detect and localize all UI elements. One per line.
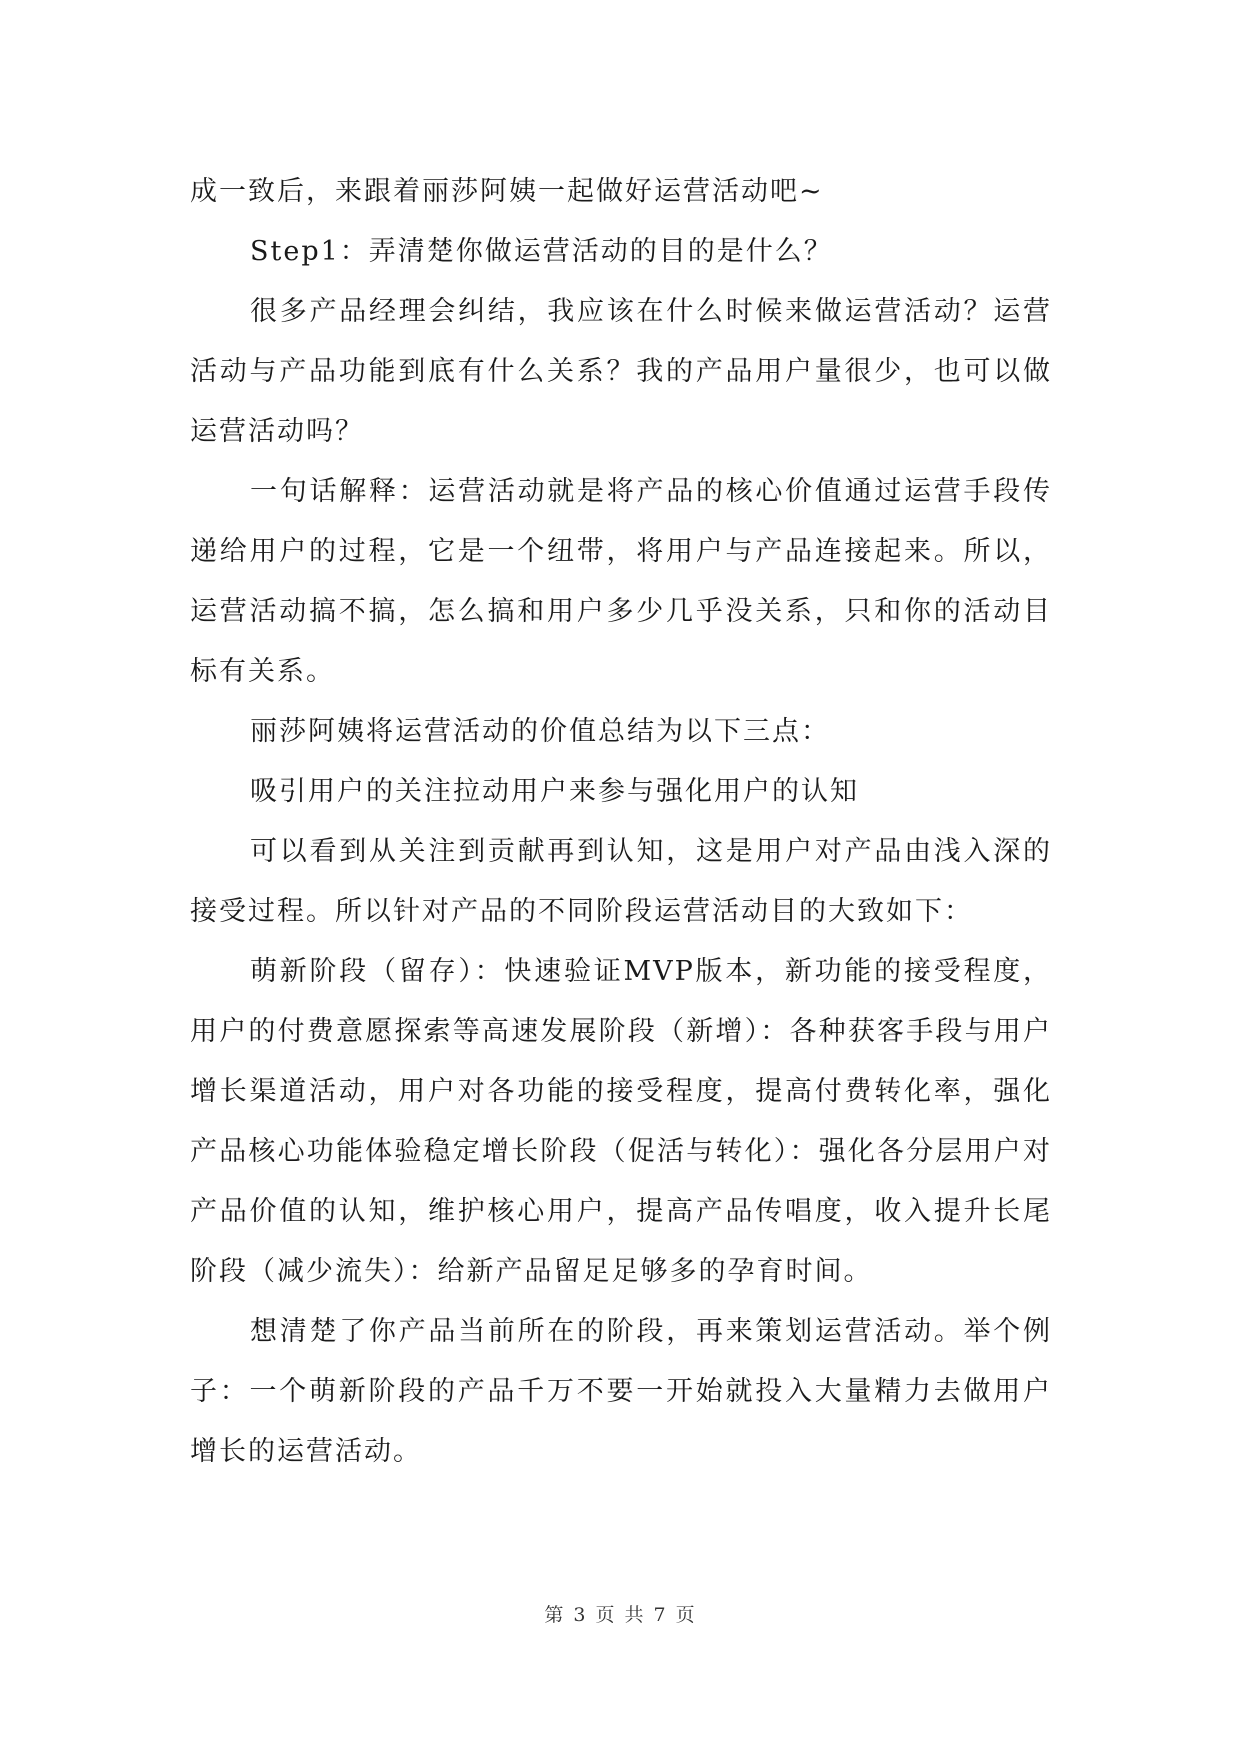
paragraph-step1-heading: Step1：弄清楚你做运营活动的目的是什么？ [250, 236, 833, 267]
paragraph-explanation: 一句话解释：运营活动就是将产品的核心价值通过运营手段传递给用户的过程，它是一个纽带，将用户与产品连接起来。所以，运营活动搞不搞，怎么搞和用户多少几乎没关系，只和你的活动目标有关系。 [190, 476, 1052, 687]
paragraph-value-points: 吸引用户的关注拉动用户来参与强化用户的认知 [250, 776, 859, 807]
paragraph-value-intro: 丽莎阿姨将运营活动的价值总结为以下三点： [250, 716, 830, 747]
paragraph-example: 想清楚了你产品当前所在的阶段，再来策划运营活动。举个例子：一个萌新阶段的产品千万不要一开始就投入大量精力去做用户增长的运营活动。 [190, 1316, 1052, 1467]
paragraph-continuation: 成一致后，来跟着丽莎阿姨一起做好运营活动吧~ [190, 176, 824, 207]
paragraph-questions: 很多产品经理会纠结，我应该在什么时候来做运营活动？运营活动与产品功能到底有什么关系？我的产品用户量很少，也可以做运营活动吗？ [190, 296, 1052, 447]
page-number-footer: 第 3 页 共 7 页 [544, 1604, 697, 1626]
document-body [190, 162, 1052, 1482]
paragraph-acceptance-process: 可以看到从关注到贡献再到认知，这是用户对产品由浅入深的接受过程。所以针对产品的不同阶段运营活动目的大致如下： [190, 836, 1052, 927]
paragraph-stages: 萌新阶段（留存）：快速验证MVP版本，新功能的接受程度，用户的付费意愿探索等高速发展阶段（新增）：各种获客手段与用户增长渠道活动，用户对各功能的接受程度，提高付费转化率，强化产品核心功能体验稳定增长阶段（促活与转化）：强化各分层用户对产品价值的认知，维护核心用户，提高产品传唱度，收入提升长尾阶段（减少流失）：给新产品留足足够多的孕育时间。 [190, 956, 1052, 1287]
